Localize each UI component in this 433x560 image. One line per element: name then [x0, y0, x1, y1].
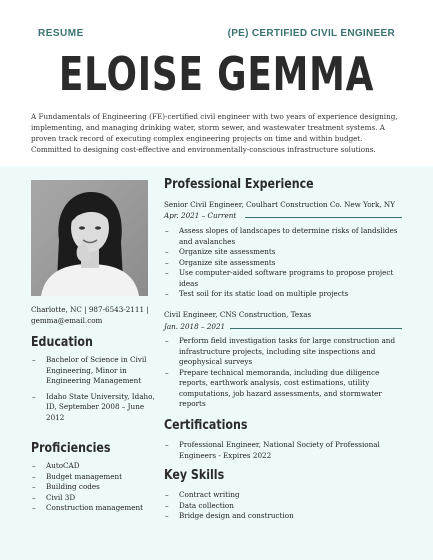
list-item: – AutoCAD: [32, 461, 80, 470]
job-bullets: [164, 226, 400, 300]
job-date: Jan. 2018 – 2021: [164, 322, 226, 331]
list-item: – Construction management: [32, 503, 144, 512]
job-bullets: [164, 336, 400, 410]
contact-info: [31, 304, 155, 326]
list-item: – Prepare technical memoranda, including due diligence reports, earthwork analysis, cost estimations, utility computations, job hazard assessments, and stormwater reports: [165, 367, 382, 408]
section-divider: [230, 328, 402, 329]
proficiencies-list: [31, 461, 156, 514]
list-item: – Assess slopes of landscapes to determine risks of landslides and avalanches: [165, 226, 398, 246]
job-date: Apr. 2021 – Current: [164, 211, 237, 220]
list-item: – Budget management: [32, 471, 122, 481]
experience-heading: Professional Experience: [164, 177, 314, 192]
job-title: Senior Civil Engineer, Coulhart Construction Co. New York, NY: [164, 200, 395, 209]
list-item: – Professional Engineer, National Society of Professional Engineers - Expires 2022: [165, 440, 380, 460]
candidate-name: ELOISE GEMMA: [58, 47, 375, 101]
education-heading: Education: [31, 335, 93, 350]
contact-location-phone: Charlotte, NC | 987-6543-2111 |: [31, 305, 149, 314]
professional-summary: A Fundamentals of Engineering (FE)-certified civil engineer with two years of experience designing, implementing, and managing drinking water, storm sewer, and wastewater treatment systems. A proven track record of executing complex engineering projects on time and within budget. Committed to designing cost-effective and environmentally-conscious infrastructure solutions.: [31, 112, 398, 154]
certifications-list: [164, 440, 400, 461]
job-title: Civil Engineer, CNS Construction, Texas: [164, 310, 312, 319]
resume-label: RESUME: [38, 28, 84, 39]
list-item: – Idaho State University, Idaho, ID, September 2008 – June 2012: [32, 391, 155, 422]
certification-tagline: (PE) CERTIFIED CIVIL ENGINEER: [227, 28, 395, 39]
section-divider: [245, 217, 402, 218]
resume-header: [0, 0, 433, 166]
skills-list: [164, 490, 400, 522]
list-item: – Perform field investigation tasks for large construction and infrastructure projects, including site inspections and geophysical surveys: [165, 336, 396, 366]
list-item: – Use computer-aided software programs to propose project ideas: [165, 268, 394, 288]
skills-heading: Key Skills: [164, 468, 225, 483]
portrait-photo-icon: [31, 180, 148, 296]
list-item: – Bachelor of Science in Civil Engineering, Minor in Engineering Management: [32, 355, 147, 385]
list-item: – Organize site assessments: [165, 257, 276, 267]
certifications-heading: Certifications: [164, 418, 248, 433]
portrait-photo: [31, 180, 148, 296]
list-item: – Bridge design and construction: [165, 511, 294, 520]
list-item: – Building codes: [32, 482, 100, 491]
list-item: – Test soil for its static load on multiple projects: [165, 289, 349, 298]
proficiencies-heading: Proficiencies: [31, 441, 111, 456]
list-item: – Organize site assessments: [165, 247, 276, 256]
list-item: – Contract writing: [165, 490, 240, 499]
contact-email[interactable]: gemma@email.com: [31, 316, 103, 325]
list-item: – Data collection: [165, 500, 234, 510]
list-item: – Civil 3D: [32, 492, 76, 502]
resume-body: [0, 166, 433, 560]
education-list: [31, 355, 156, 426]
